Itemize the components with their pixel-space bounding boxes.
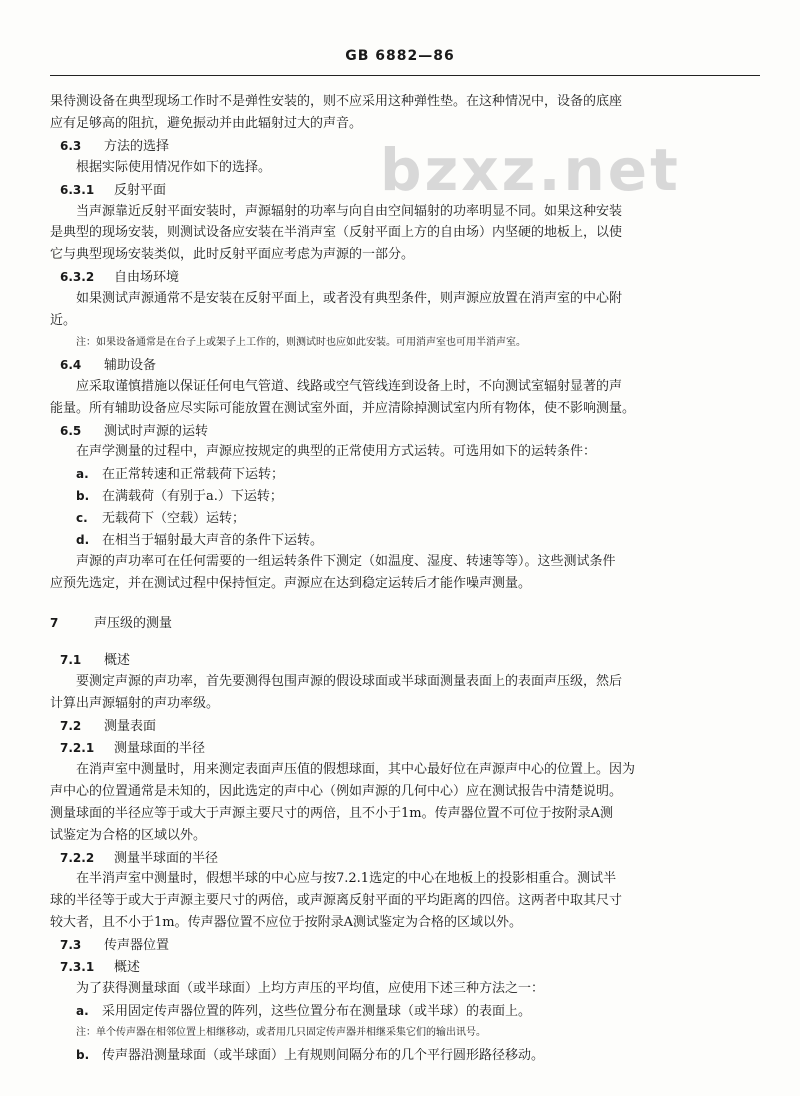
text-line [50,311,760,331]
line-text: 测量球面的半径 [114,741,206,757]
line-text: 测量球面的半径应等于或大于声源主要尺寸的两倍，且不小于1m。传声器位置不可位于按附录A测 [50,805,613,821]
line-text: 辅助设备 [104,357,157,373]
line-text: 采用固定传声器位置的阵列，这些位置分布在测量球（或半球）的表面上。 [102,1003,532,1019]
text-line [76,333,760,353]
line-text: 应采取谨慎措施以保证任何电气管道、线路或空气管线连到设备上时，不向测试室辐射显著的声 [76,378,623,394]
line-text: 方法的选择 [104,138,170,154]
line-text: 在正常转速和正常载荷下运转； [102,467,285,483]
line-text: 声压级的测量 [94,616,173,632]
text-line [60,136,760,157]
line-text: 它与典型现场安装类似，此时反射平面应考虑为声源的一部分。 [50,247,415,263]
line-text: 当声源靠近反射平面安装时，声源辐射的功率与向自由空间辐射的功率明显不同。如果这种安装 [76,203,623,219]
text-line [60,935,760,956]
section-number: 7.2.2 [60,850,95,865]
text-line [50,826,760,846]
text-line [76,202,760,222]
line-text: 传声器位置 [104,938,170,954]
list-label: c. [76,511,88,526]
line-text: 为了获得测量球面（或半球面）上均方声压的平均值，应使用下述三种方法之一： [76,980,545,996]
section-number: 7.2 [60,719,82,734]
line-text: 如果测试声源通常不是安装在反射平面上，或者没有典型条件，则声源应放置在消声室的中心附 [76,291,623,307]
text-line [60,716,760,737]
text-line [76,1001,760,1022]
text-line [60,180,760,201]
text-line [76,552,760,572]
line-text: 声中心的位置通常是未知的，因此选定的声中心（例如声源的几何中心）应在测试报告中清楚说明。 [50,783,623,799]
section-number: 7.3 [60,938,82,953]
section-number: 6.4 [60,357,82,372]
section-number: 6.3.1 [60,182,95,197]
page-header: GB 6882—86 [345,48,455,64]
section-number: 6.3.2 [60,270,95,285]
text-line [60,650,760,671]
text-line [60,738,760,759]
line-text: 能量。所有辅助设备应尽实际可能放置在测试室外面，并应清除掉测试室内所有物体，使不影响测量。 [50,400,636,416]
section-number: 7.3.1 [60,960,95,975]
line-text: 在半消声室中测量时，假想半球的中心应与按7.2.1选定的中心在地板上的投影相重合。测试半 [76,871,617,887]
text-line [76,442,760,462]
line-text: 是典型的现场安装，则测试设备应安装在半消声室（反射平面上方的自由场）内坚硬的地板上，以使 [50,225,623,241]
text-line [76,377,760,397]
line-text: 试鉴定为合格的区域以外。 [50,827,207,843]
text-line [76,464,760,485]
line-text: 球的半径等于或大于声源主要尺寸的两倍，或声源离反射平面的平均距离的四倍。这两者中取其尺寸 [50,893,623,909]
list-label: a. [76,1003,89,1018]
line-text: 近。 [50,313,77,328]
text-line [60,267,760,288]
text-line [50,694,760,714]
text-line [76,672,760,692]
line-text: 要测定声源的声功率，首先要测得包围声源的假设球面或半球面测量表面上的表面声压级，然后 [76,674,623,690]
line-text: 测试时声源的运转 [104,423,209,439]
line-text: 注：如果设备通常是在台子上或架子上工作的，则测试时也应如此安装。可用消声室也可用半消声室。 [76,336,526,348]
text-line [76,760,760,780]
text-line [50,613,760,634]
text-line [60,957,760,978]
line-text: 声源的声功率可在任何需要的一组运转条件下测定（如温度、湿度、转速等等）。这些测试条件 [76,553,616,569]
text-line [60,355,760,376]
line-text: 测量半球面的半径 [114,850,219,866]
text-line [76,979,760,999]
list-label: b. [76,489,90,504]
text-line [76,289,760,309]
list-label: d. [76,533,90,547]
text-line [76,869,760,889]
line-text: 概述 [104,653,131,669]
line-text: 无载荷下（空载）运转； [102,511,246,527]
line-text: 应有足够高的阻抗，避免振动并由此辐射过大的声音。 [50,115,363,131]
section-number: 6.5 [60,423,82,438]
text-line [60,848,760,869]
line-text: 应预先选定，并在测试过程中保持恒定。声源应在达到稳定运转后才能作噪声测量。 [50,575,532,591]
line-text: 果待测设备在典型现场工作时不是弹性安装的，则不应采用这种弹性垫。在这种情况中，设备的底座 [50,94,623,109]
text-line [50,223,760,243]
section-number: 7.2.1 [60,741,95,756]
section-number: 7.1 [60,653,82,668]
text-line [50,913,760,933]
line-text: 在满载荷（有别于a.）下运转； [102,489,283,505]
text-line [76,1045,760,1066]
list-label: a. [76,467,89,482]
header-rule [50,75,760,76]
text-line [76,530,760,551]
text-line [76,158,760,178]
line-text: 在消声室中测量时，用来测定表面声压值的假想球面，其中心最好位在声源声中心的位置上。因为 [76,761,636,777]
section-number: 6.3 [60,138,82,153]
text-line [50,891,760,911]
section-number: 7 [50,616,59,631]
text-line [50,399,760,419]
line-text: 注：单个传声器在相邻位置上相继移动，或者用几只固定传声器并相继采集它们的输出讯号。 [76,1026,486,1038]
line-text: 计算出声源辐射的声功率级。 [50,696,220,712]
text-line [76,508,760,529]
line-text: 自由场环境 [114,270,180,286]
watermark: bzxz.net [380,136,681,204]
text-line [50,804,760,824]
list-label: b. [76,1047,90,1062]
text-line [50,92,760,112]
text-line [50,245,760,265]
line-text: 测量表面 [104,719,157,735]
line-text: 反射平面 [114,182,167,198]
text-line [50,574,760,594]
text-line [76,1023,760,1043]
line-text: 在声学测量的过程中，声源应按规定的典型的正常使用方式运转。可选用如下的运转条件： [76,444,597,460]
line-text: 在相当于辐射最大声音的条件下运转。 [102,533,324,548]
text-line [50,114,760,134]
text-line [60,421,760,442]
text-line [76,486,760,507]
line-text: 传声器沿测量球面（或半球面）上有规则间隔分布的几个平行圆形路径移动。 [102,1047,545,1063]
line-text: 较大者，且不小于1m。传声器位置不应位于按附录A测试鉴定为合格的区域以外。 [50,915,522,931]
line-text: 概述 [114,960,141,976]
text-line [50,782,760,802]
line-text: 根据实际使用情况作如下的选择。 [76,159,272,175]
